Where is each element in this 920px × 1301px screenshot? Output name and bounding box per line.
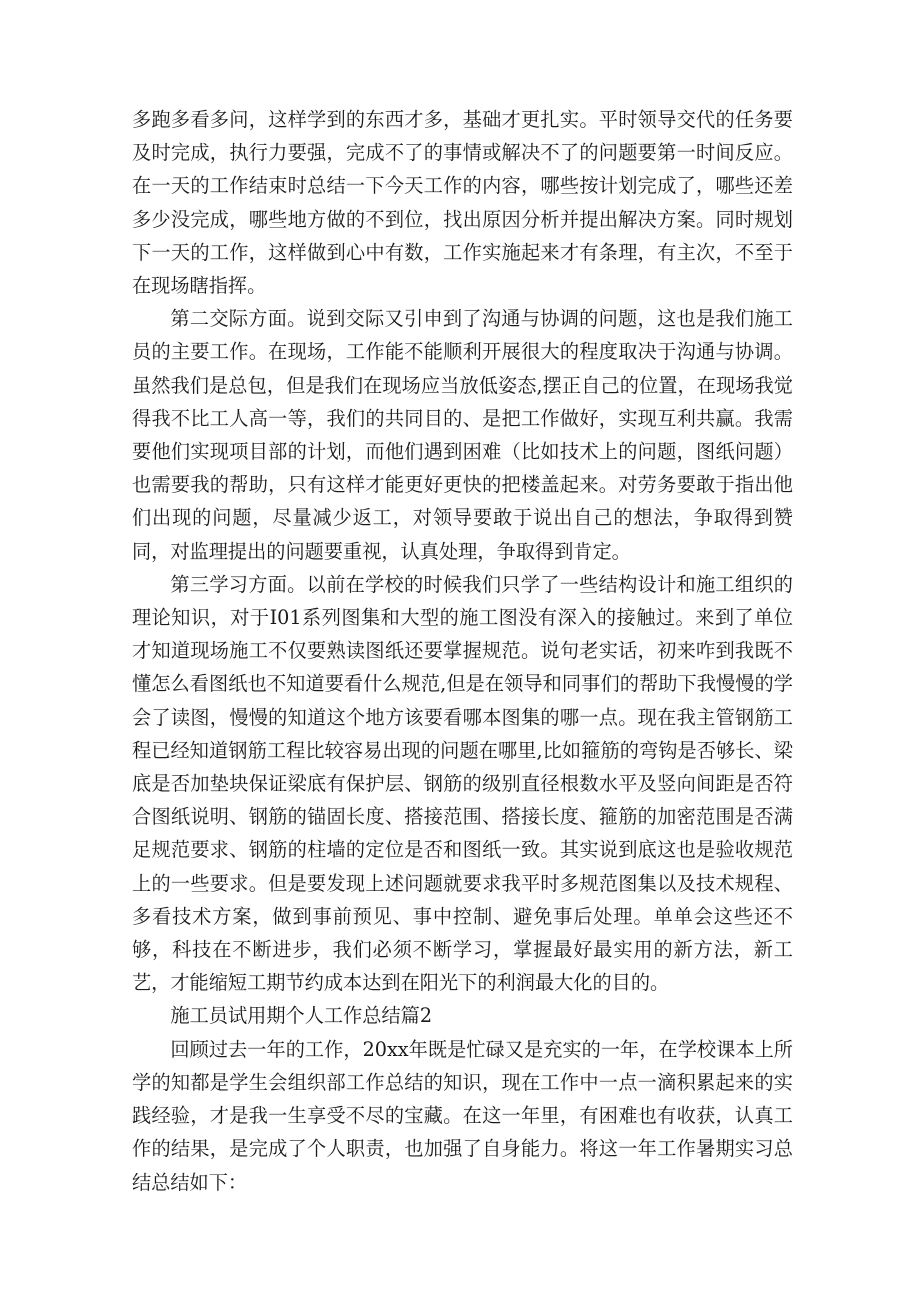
section-title: 施工员试用期个人工作总结篇2 (170, 1004, 433, 1028)
paragraph-review: 回顾过去一年的工作，20xx年既是忙碌又是充实的一年，在学校课本上所学的知都是学生会组织部工作总结的知识，现在工作中一点一滴积累起来的实践经验，才是我一生享受不尽的宝藏。在这一年里，有困难也有收获，认真工作的结果，是完成了个人职责，也加强了自身能力。将这一年工作暑期实习总结总结如下： (132, 1037, 793, 1194)
paragraph-learning: 第三学习方面。以前在学校的时候我们只学了一些结构设计和施工组织的理论知识，对于I01系列图集和大型的施工图没有深入的接触过。来到了单位才知道现场施工不仅要熟读图纸还要掌握规范。说句老实话，初来咋到我既不懂怎么看图纸也不知道要看什么规范,但是在领导和同事们的帮助下我慢慢的学会了读图，慢慢的知道这个地方该要看哪本图集的哪一点。现在我主管钢筋工程已经知道钢筋工程比较容易出现的问题在哪里,比如箍筋的弯钩是否够长、梁底是否加垫块保证梁底有保护层、钢筋的级别直径根数水平及竖向间距是否符合图纸说明、钢筋的锚固长度、搭接范围、搭接长度、箍筋的加密范围是否满足规范要求、钢筋的柱墙的定位是否和图纸一致。其实说到底这也是验收规范上的一些要求。但是要发现上述问题就要求我平时多规范图集以及技术规程、多看技术方案，做到事前预见、事中控制、避免事后处理。单单会这些还不够，科技在不断进步，我们必须不断学习，掌握最好最实用的新方法，新工艺，才能缩短工期节约成本达到在阳光下的利润最大化的目的。 (132, 572, 793, 995)
paragraph-communication: 第二交际方面。说到交际又引申到了沟通与协调的问题，这也是我们施工员的主要工作。在现场，工作能不能顺利开展很大的程度取决于沟通与协调。虽然我们是总包，但是我们在现场应当放低姿态,摆正自己的位置，在现场我觉得我不比工人高一等，我们的共同目的、是把工作做好，实现互利共赢。我需要他们实现项目部的计划，而他们遇到困难（比如技术上的问题，图纸问题）也需要我的帮助，只有这样才能更好更快的把楼盖起来。对劳务要敢于指出他们出现的问题，尽量减少返工，对领导要敢于说出自己的想法，争取得到赞同，对监理提出的问题要重视，认真处理，争取得到肯定。 (132, 307, 793, 563)
document-body (132, 103, 793, 1199)
paragraph-continuation: 多跑多看多问，这样学到的东西才多，基础才更扎实。平时领导交代的任务要及时完成，执行力要强，完成不了的事情或解决不了的问题要第一时间反应。在一天的工作结束时总结一下今天工作的内容，哪些按计划完成了，哪些还差多少没完成，哪些地方做的不到位，找出原因分析并提出解决方案。同时规划下一天的工作，这样做到心中有数，工作实施起来才有条理，有主次，不至于在现场瞎指挥。 (132, 108, 793, 298)
